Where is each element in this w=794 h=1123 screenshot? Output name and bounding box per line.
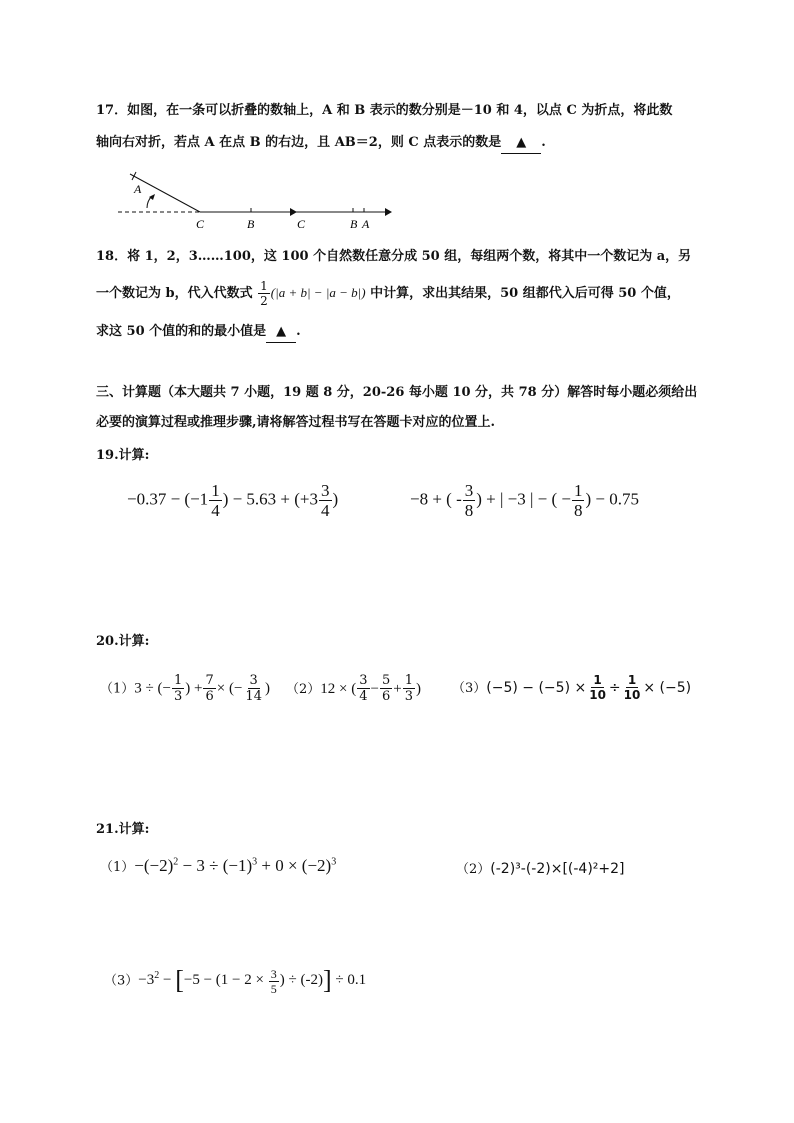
q17-line2-text: 轴向右对折，若点 A 在点 B 的右边，且 AB＝2，则 C 点表示的数是 <box>96 135 502 150</box>
q19-expr1 <box>127 482 338 519</box>
q18-line1: 18．将 1，2，3……100，这 100 个自然数任意分成 50 组，每组两个数，将其中一个数记为 a，另 <box>96 249 692 264</box>
section3-line1: 三、计算题（本大题共 7 小题，19 题 8 分，20-26 每小题 10 分，共 78 分）解答时每小题必须给出 <box>96 385 698 400</box>
q20-e1c: × (− <box>216 680 243 697</box>
q20-p3: （3） <box>452 681 487 696</box>
answer-blank: ▲ <box>266 322 296 343</box>
q20-e3c: × (−5) <box>643 680 692 696</box>
q17-line1: 17．如图，在一条可以折叠的数轴上，A 和 B 表示的数分别是－10 和 4，以点 C 为折点，将此数 <box>96 103 673 118</box>
q19-expr2 <box>410 482 639 519</box>
q21-e3-formula: $-3^2 - [-5 - (1 - 2$ × $\frac{3}{5}$ ) ÷ (-2)] ÷ 0.1 <box>138 966 367 996</box>
fraction-1-8: $\frac{1}{8}$ <box>573 481 583 520</box>
q20-p2: （2） <box>286 682 321 697</box>
q17-period: . <box>541 135 546 150</box>
q20-e1a: 3 ÷ (− <box>134 680 171 697</box>
q21-p1: （1） <box>100 860 135 875</box>
label-a: A <box>134 182 142 196</box>
answer-blank: ▲ <box>501 133 541 154</box>
label-c: C <box>196 217 205 231</box>
q20-e3a: (−5) − (−5) × <box>486 680 587 696</box>
q21-expr2 <box>456 858 625 880</box>
q19-e2-part3: ) − 0.75 <box>585 489 639 509</box>
q19-e1-part1: −0.37 − (−1 <box>127 489 209 509</box>
fraction-1-3: $\frac{1}{3}$ <box>173 673 183 704</box>
q20-p1: （1） <box>100 681 135 697</box>
q19-e1-part3: ) <box>332 489 339 509</box>
q18-line3 <box>96 322 301 343</box>
q20-e2d: ) <box>416 681 422 697</box>
q21-e2-formula: (-2)³-(-2)×[(-4)²+2] <box>490 861 625 877</box>
fraction-5-6: $\frac{5}{6}$ <box>382 673 391 704</box>
label-b: B <box>247 217 255 231</box>
q20-e2a: 12 × ( <box>320 681 357 697</box>
fraction-3-4: $\frac{3}{4}$ <box>321 481 330 520</box>
q20-expr2 <box>286 674 421 703</box>
q19-e2-part2: ) + | −3 | − ( − <box>476 489 571 509</box>
q18-line3-text: 求这 50 个值的和的最小值是 <box>96 324 267 339</box>
q20-expr3 <box>452 674 691 701</box>
fraction-1-3b: $\frac{1}{3}$ <box>404 673 414 704</box>
q21-title: 21.计算: <box>96 822 150 837</box>
q20-expr1 <box>100 674 270 703</box>
q21-p3: （3） <box>104 973 139 989</box>
q18-expression: (|a + b| − |a − b|) <box>270 285 366 300</box>
section3-line2: 必要的演算过程或推理步骤,请将解答过程书写在答题卡对应的位置上. <box>96 415 496 430</box>
fraction-3-8: $\frac{3}{8}$ <box>464 481 474 520</box>
q20-e1b: ) + <box>185 680 203 697</box>
label-a2: A <box>362 217 370 231</box>
arrow-head-right <box>385 208 392 216</box>
q18-period: . <box>296 324 301 339</box>
q19-e1-part2: ) − 5.63 + (+3 <box>222 489 319 509</box>
label-c2: C <box>297 217 306 231</box>
q18-line2-end: 中计算，求出其结果，50 组都代入后可得 50 个值， <box>370 286 680 301</box>
tick-a <box>132 172 136 180</box>
q18-line2-start: 一个数记为 b，代入代数式 <box>96 286 253 301</box>
q19-title: 19.计算: <box>96 448 150 463</box>
fraction-3-4b: $\frac{3}{4}$ <box>359 673 368 704</box>
q20-e3b: ÷ <box>608 680 621 696</box>
q21-p2: （2） <box>456 862 491 877</box>
q20-e1d: ) <box>264 680 270 697</box>
fraction-3-14: $\frac{3}{14}$ <box>245 673 262 704</box>
fraction-1-4: $\frac{1}{4}$ <box>211 481 220 520</box>
fraction-7-6: $\frac{7}{6}$ <box>205 673 214 704</box>
half-fraction: $\frac{1}{2}$ <box>260 279 268 308</box>
q21-expr1 <box>100 856 336 878</box>
label-b2: B <box>350 217 358 231</box>
q21-expr3 <box>104 966 366 996</box>
q18-line2 <box>96 280 680 307</box>
q21-e1-formula: $-(-2)^2 - 3 \div (-1)^3 + 0 \times (-2)^3$ <box>134 856 337 875</box>
number-line-figure <box>110 164 400 234</box>
fraction-1-10: $\frac{1}{10}$ <box>589 673 606 702</box>
q20-e2c: + <box>393 681 402 697</box>
q20-title: 20.计算: <box>96 634 150 649</box>
q19-e2-part1: −8 + ( - <box>410 489 462 509</box>
fraction-1-10b: $\frac{1}{10}$ <box>623 673 641 702</box>
q20-e2b: − <box>370 681 379 697</box>
q17-line2 <box>96 133 546 154</box>
